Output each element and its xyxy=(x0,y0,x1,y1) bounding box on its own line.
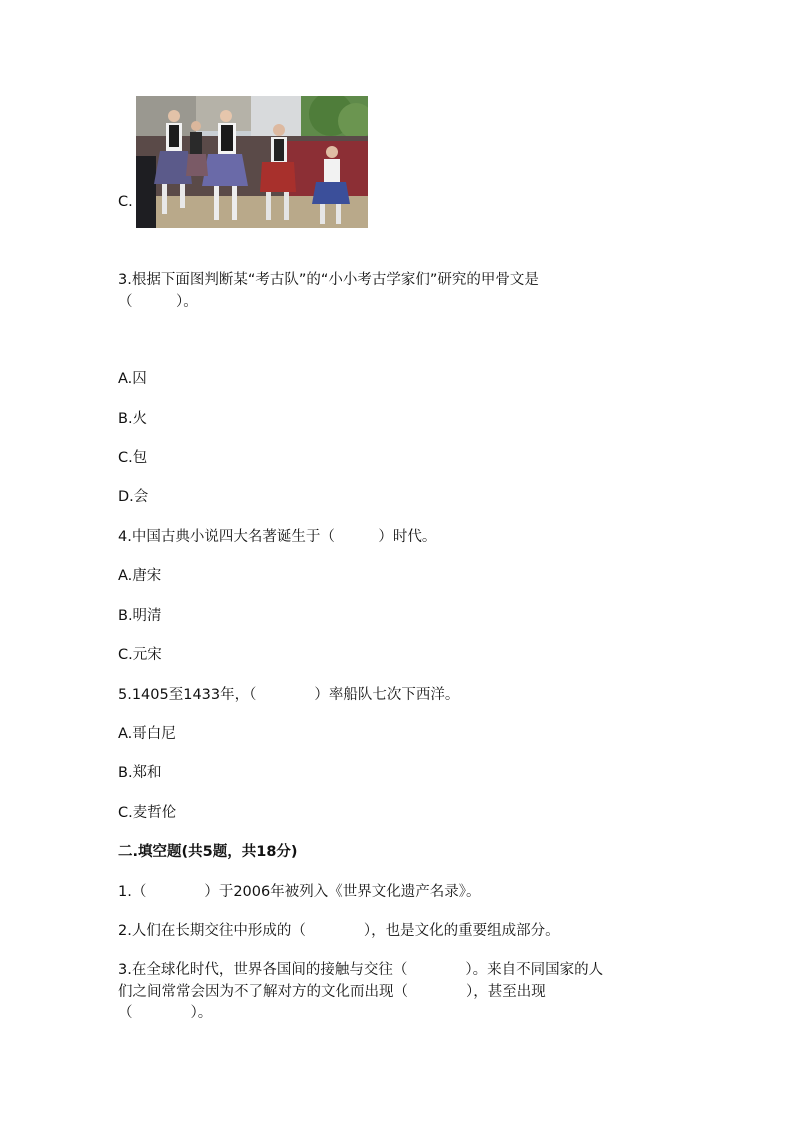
question-3-blank: （ ）。 xyxy=(118,294,198,310)
question-3-option-a: A.囚 xyxy=(118,371,147,387)
fill-question-2: 2.人们在长期交往中形成的（ ），也是文化的重要组成部分。 xyxy=(118,923,560,939)
question-4-option-b: B.明清 xyxy=(118,608,162,624)
question-4-option-a: A.唐宋 xyxy=(118,568,162,584)
fill-question-3-line-3: （ ）。 xyxy=(118,1005,213,1021)
image-option-label: C. xyxy=(118,194,133,210)
question-4-stem: 4.中国古典小说四大名著诞生于（ ）时代。 xyxy=(118,529,437,545)
question-3-option-d: D.会 xyxy=(118,489,149,505)
fill-question-3-line-1: 3.在全球化时代，世界各国间的接触与交往（ ）。来自不同国家的人 xyxy=(118,962,604,978)
question-3-option-b: B.火 xyxy=(118,411,148,427)
fill-question-3-line-2: 们之间常常会因为不了解对方的文化而出现（ ），甚至出现 xyxy=(118,984,546,1000)
question-4-option-c: C.元宋 xyxy=(118,647,162,663)
question-5-option-b: B.郑和 xyxy=(118,765,162,781)
question-3-option-c: C.包 xyxy=(118,450,148,466)
section-2-title: 二.填空题(共5题，共18分) xyxy=(118,844,298,860)
dancers-photo xyxy=(136,96,368,228)
question-5-option-a: A.哥白尼 xyxy=(118,726,176,742)
question-5-stem: 5.1405至1433年，（ ）率船队七次下西洋。 xyxy=(118,687,460,703)
question-3-stem: 3.根据下面图判断某“考古队”的“小小考古学家们”研究的甲骨文是 xyxy=(118,272,539,288)
question-5-option-c: C.麦哲伦 xyxy=(118,805,177,821)
fill-question-1: 1.（ ）于2006年被列入《世界文化遗产名录》。 xyxy=(118,884,481,900)
